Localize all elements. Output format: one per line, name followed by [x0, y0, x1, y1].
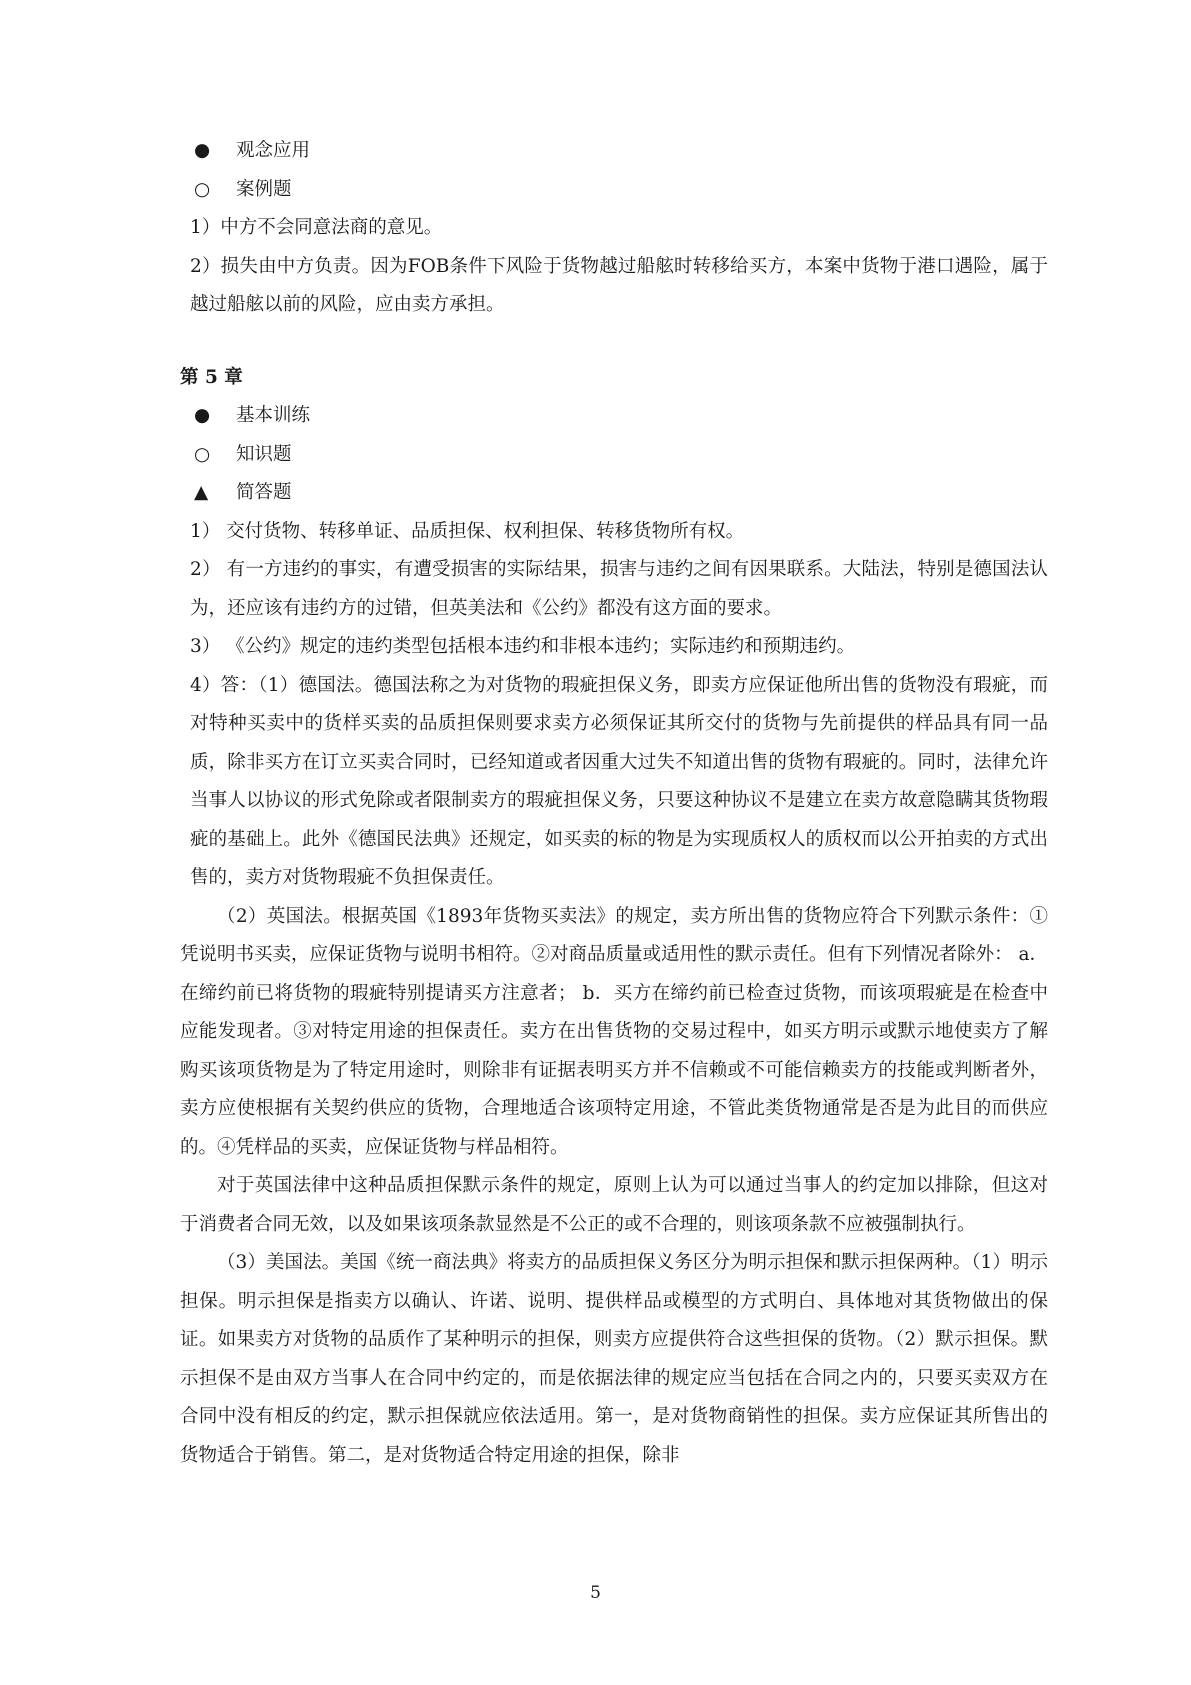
page-number: 5: [590, 1583, 601, 1603]
bullet-label: 案例题: [236, 178, 292, 200]
short-answer-4: 4）答：（1）德国法。德国法称之为对货物的瑕疵担保义务，即卖方应保证他所出售的货物没有瑕疵，而对特种买卖中的货样买卖的品质担保则要求卖方必须保证其所交付的货物与先前提供的样品具有同一品质，除非买方在订立买卖合同时，已经知道或者因重大过失不知道出售的货物有瑕疵的。同时，法律允许当事人以协议的形式免除或者限制卖方的瑕疵担保义务，只要这种协议不是建立在卖方故意隐瞒其货物瑕疵的基础上。此外《德国民法典》还规定，如买卖的标的物是为实现质权人的质权而以公开拍卖的方式出售的，卖方对货物瑕疵不负担保责任。: [190, 674, 1048, 888]
paragraph-us-law: （3）美国法。美国《统一商法典》将卖方的品质担保义务区分为明示担保和默示担保两种。（1）明示担保。明示担保是指卖方以确认、许诺、说明、提供样品或模型的方式明白、具体地对其货物做出的保证。如果卖方对货物的品质作了某种明示的担保，则卖方应提供符合这些担保的货物。（2）默示担保。默示担保不是由双方当事人在合同中约定的，而是依据法律的规定应当包括在合同之内的，只要买卖双方在合同中没有相反的约定，默示担保就应依法适用。第一，是对货物商销性的担保。卖方应保证其所售出的货物适合于销售。第二，是对货物适合特定用途的担保，除非: [180, 1252, 1048, 1466]
bullet-label: 观念应用: [236, 140, 311, 161]
hollow-circle-icon: ○: [194, 178, 211, 200]
short-answer-3: 3） 《公约》规定的违约类型包括根本违约和非根本违约；实际违约和预期违约。: [190, 636, 856, 657]
paragraph-english-law: （2）英国法。根据英国《1893年货物买卖法》的规定，卖方所出售的货物应符合下列默示条件：①凭说明书买卖，应保证货物与说明书相符。②对商品质量或适用性的默示责任。但有下列情况者除外： a．在缔约前已将货物的瑕疵特别提请买方注意者； b．买方在缔约前已检查过货物，而该项瑕疵是在检查中应能发现者。③对特定用途的担保责任。卖方在出售货物的交易过程中，如买方明示或默示地使卖方了解购买该项货物是为了特定用途时，则除非有证据表明买方并不信赖或不可能信赖卖方的技能或判断者外，卖方应使根据有关契约供应的货物，合理地适合该项特定用途，不管此类货物通常是否是为此目的而供应的。④凭样品的买卖，应保证货物与样品相符。: [180, 905, 1048, 1158]
bullet-concept-application: [180, 132, 1048, 171]
hollow-circle-icon: ○: [194, 443, 211, 465]
bullet-basic-training: [180, 397, 1048, 436]
filled-circle-icon: ●: [194, 140, 211, 161]
bullet-label: 简答题: [236, 482, 292, 503]
chapter-title: 第 5 章: [180, 366, 243, 388]
bullet-label: 基本训练: [236, 405, 311, 426]
bullet-case-questions: [180, 171, 1048, 210]
bullet-knowledge-questions: [180, 436, 1048, 475]
paragraph-english-law-exclusion: 对于英国法律中这种品质担保默示条件的规定，原则上认为可以通过当事人的约定加以排除，但这对于消费者合同无效，以及如果该项条款显然是不公正的或不合理的，则该项条款不应被强制执行。: [180, 1175, 1048, 1235]
triangle-icon: ▲: [194, 482, 209, 503]
short-answer-1: 1） 交付货物、转移单证、品质担保、权利担保、转移货物所有权。: [190, 520, 745, 542]
bullet-label: 知识题: [236, 443, 292, 465]
case-answer-2: 2）损失由中方负责。因为FOB条件下风险于货物越过船舷时转移给买方，本案中货物于港口遇险，属于越过船舷以前的风险，应由卖方承担。: [190, 255, 1048, 315]
page-content: [180, 132, 1048, 1475]
case-answer-1: 1）中方不会同意法商的意见。: [190, 217, 443, 238]
short-answer-2: 2） 有一方违约的事实，有遭受损害的实际结果，损害与违约之间有因果联系。大陆法，特别是德国法认为，还应该有违约方的过错，但英美法和《公约》都没有这方面的要求。: [190, 559, 1048, 619]
filled-circle-icon: ●: [194, 405, 211, 426]
bullet-short-answer: [180, 474, 1048, 513]
